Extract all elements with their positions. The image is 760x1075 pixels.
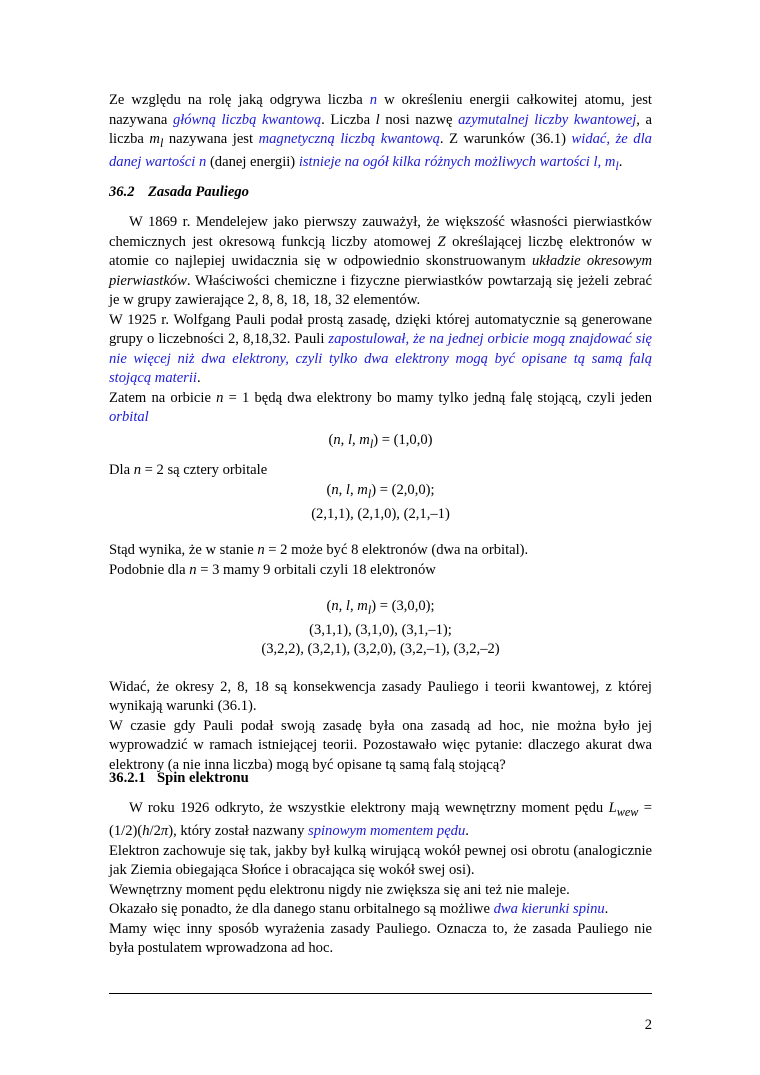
equation-n2-line1: (n, l, $m_l) = (2,0,0)$; [326, 482, 435, 502]
section-heading-36-2 [109, 183, 652, 203]
intro-paragraph-block [109, 91, 652, 177]
term-dwa-kierunki: dwa kierunki spinu [493, 901, 605, 918]
section-number: 36.2 [109, 184, 135, 200]
n3-orbitals-paragraph: Podobnie dla n = 3 mamy 9 orbitali czyli 18 elektronów [109, 561, 436, 578]
term-spinowy-moment: spinowym momentem pędu [308, 823, 466, 840]
term-glowna-liczba: główną liczbą kwantową [172, 111, 322, 128]
footer-divider [109, 993, 652, 994]
symbol-n: n [369, 92, 378, 108]
intro-paragraph: Ze względu na rolę jaką odgrywa liczba n w określeniu energii całkowitej atomu, jest nazywana główną liczbą kwantową. Liczba l nosi nazwę azymutalnej liczby kwantowej, a liczba $m_l$ nazywana jest magnetyczną liczbą kwantową. Z warunków (36.1) widać, że dla danej wartości n (danej energii) istnieje na ogół kilka różnych możliwych wartości l, $m_l$. [109, 92, 652, 174]
term-uklad-okresowy: układzie okresowym pierwiastków [109, 253, 652, 289]
equation-n3-line1: (n, l, $m_l) = (3,0,0)$; [326, 598, 435, 618]
orbit-n1-paragraph: Zatem na orbicie n = 1 będą dwa elektrony bo mamy tylko jedną falę stojącą, czyli jeden orbital [109, 389, 652, 425]
equation-n1: (n, l, $m_l) = (1,0,0)$ [328, 431, 433, 451]
term-magnetyczna-liczba: magnetyczną liczbą kwantową [258, 131, 440, 147]
highlight-istnieje: istnieje na ogół kilka różnych możliwych wartości l, m [298, 154, 616, 171]
spin-constant-paragraph: Wewnętrzny moment pędu elektronu nigdy nie zwiększa się ani też nie maleje. [109, 881, 570, 898]
page-number: 2 [644, 1017, 652, 1033]
highlight-pauli-postulate: zapostulował, że na jednej orbicie mogą znajdować się nie więcej niż dwa elektrony, czyli tylko dwa elektrony mogą być opisane tą samą falą stojącą materii [109, 331, 652, 386]
section-title: Zasada Pauliego [148, 184, 249, 200]
section-36-2-body [109, 213, 652, 775]
pauli-conclusion-paragraph: Mamy więc inny sposób wyrażenia zasady Pauliego. Oznacza to, że zasada Pauliego nie była postulatem wprowadzona ad hoc. [109, 920, 652, 957]
section-heading-36-2-1 [109, 769, 652, 789]
periods-paragraph: Widać, że okresy 2, 8, 18 są konsekwencja zasady Pauliego i teorii kwantowej, z której wynikają warunki (36.1). [109, 678, 652, 715]
equation-n3-line2: (3,1,1), (3,1,0), (3,1,–1); [309, 621, 452, 638]
highlight-widac: widać, że dla danej wartości n [109, 131, 652, 171]
ad-hoc-paragraph: W czasie gdy Pauli podał swoją zasadę była ona zasadą ad hoc, nie można było jej wyprowadzić w ramach istniejącej teorii. Pozostawało więc pytanie: dlaczego akurat dwa elektrony (a nie inna liczba) mogą być opisane tą samą falą stojącą? [109, 717, 652, 773]
spin-analogy-paragraph: Elektron zachowuje się tak, jakby był kulką wirującą wokół pewnej osi obrotu (analogicznie jak Ziemia obiegająca Słońce i obracająca się wokół swej osi). [109, 842, 652, 879]
mendelejew-paragraph: W 1869 r. Mendelejew jako pierwszy zauważył, że większość własności pierwiastków chemicznych jest okresową funkcją liczby atomowej Z określającej liczbę elektronów w atomie co najlepiej uwidacznia się w odpowiednio skonstruowanym układzie okresowym pierwiastków. Właściwości chemiczne i fizyczne pierwiastków powtarzają się jeżeli zebrać je w grupy zawierające 2, 8, 8, 18, 18, 32 elementów. [109, 214, 652, 308]
section-36-2-1-body [109, 799, 652, 959]
orbit-n2-paragraph: Dla n = 2 są cztery orbitale [109, 461, 268, 478]
spin-discovery-paragraph: W roku 1926 odkryto, że wszystkie elektrony mają wewnętrzny moment pędu $L_{wew} = (1/2)(h/2\pi)$, który został nazwany spinowym momentem pędu. [109, 800, 652, 840]
n2-electrons-paragraph: Stąd wynika, że w stanie n = 2 może być 8 elektronów (dwa na orbital). [109, 542, 529, 559]
subsection-number: 36.2.1 [109, 770, 146, 786]
pauli-paragraph: W 1925 r. Wolfgang Pauli podał prostą zasadę, dzięki której automatycznie są generowane grupy o liczebności 2, 8,18,32. Pauli zapostulował, że na jednej orbicie mogą znajdować się nie więcej niż dwa elektrony, czyli tylko dwa elektrony mogą być opisane tą samą falą stojącą materii. [109, 311, 652, 386]
equation-n2-line2: (2,1,1), (2,1,0), (2,1,–1) [311, 505, 450, 522]
spin-directions-paragraph: Okazało się ponadto, że dla danego stanu orbitalnego są możliwe dwa kierunki spinu. [109, 901, 609, 918]
subsection-title: Spin elektronu [157, 770, 249, 786]
term-azymutalna-liczba: azymutalnej liczby kwantowej [458, 111, 637, 128]
term-orbital: orbital [109, 409, 149, 425]
equation-n3-line3: (3,2,2), (3,2,1), (3,2,0), (3,2,–1), (3,2,–2) [261, 641, 500, 658]
